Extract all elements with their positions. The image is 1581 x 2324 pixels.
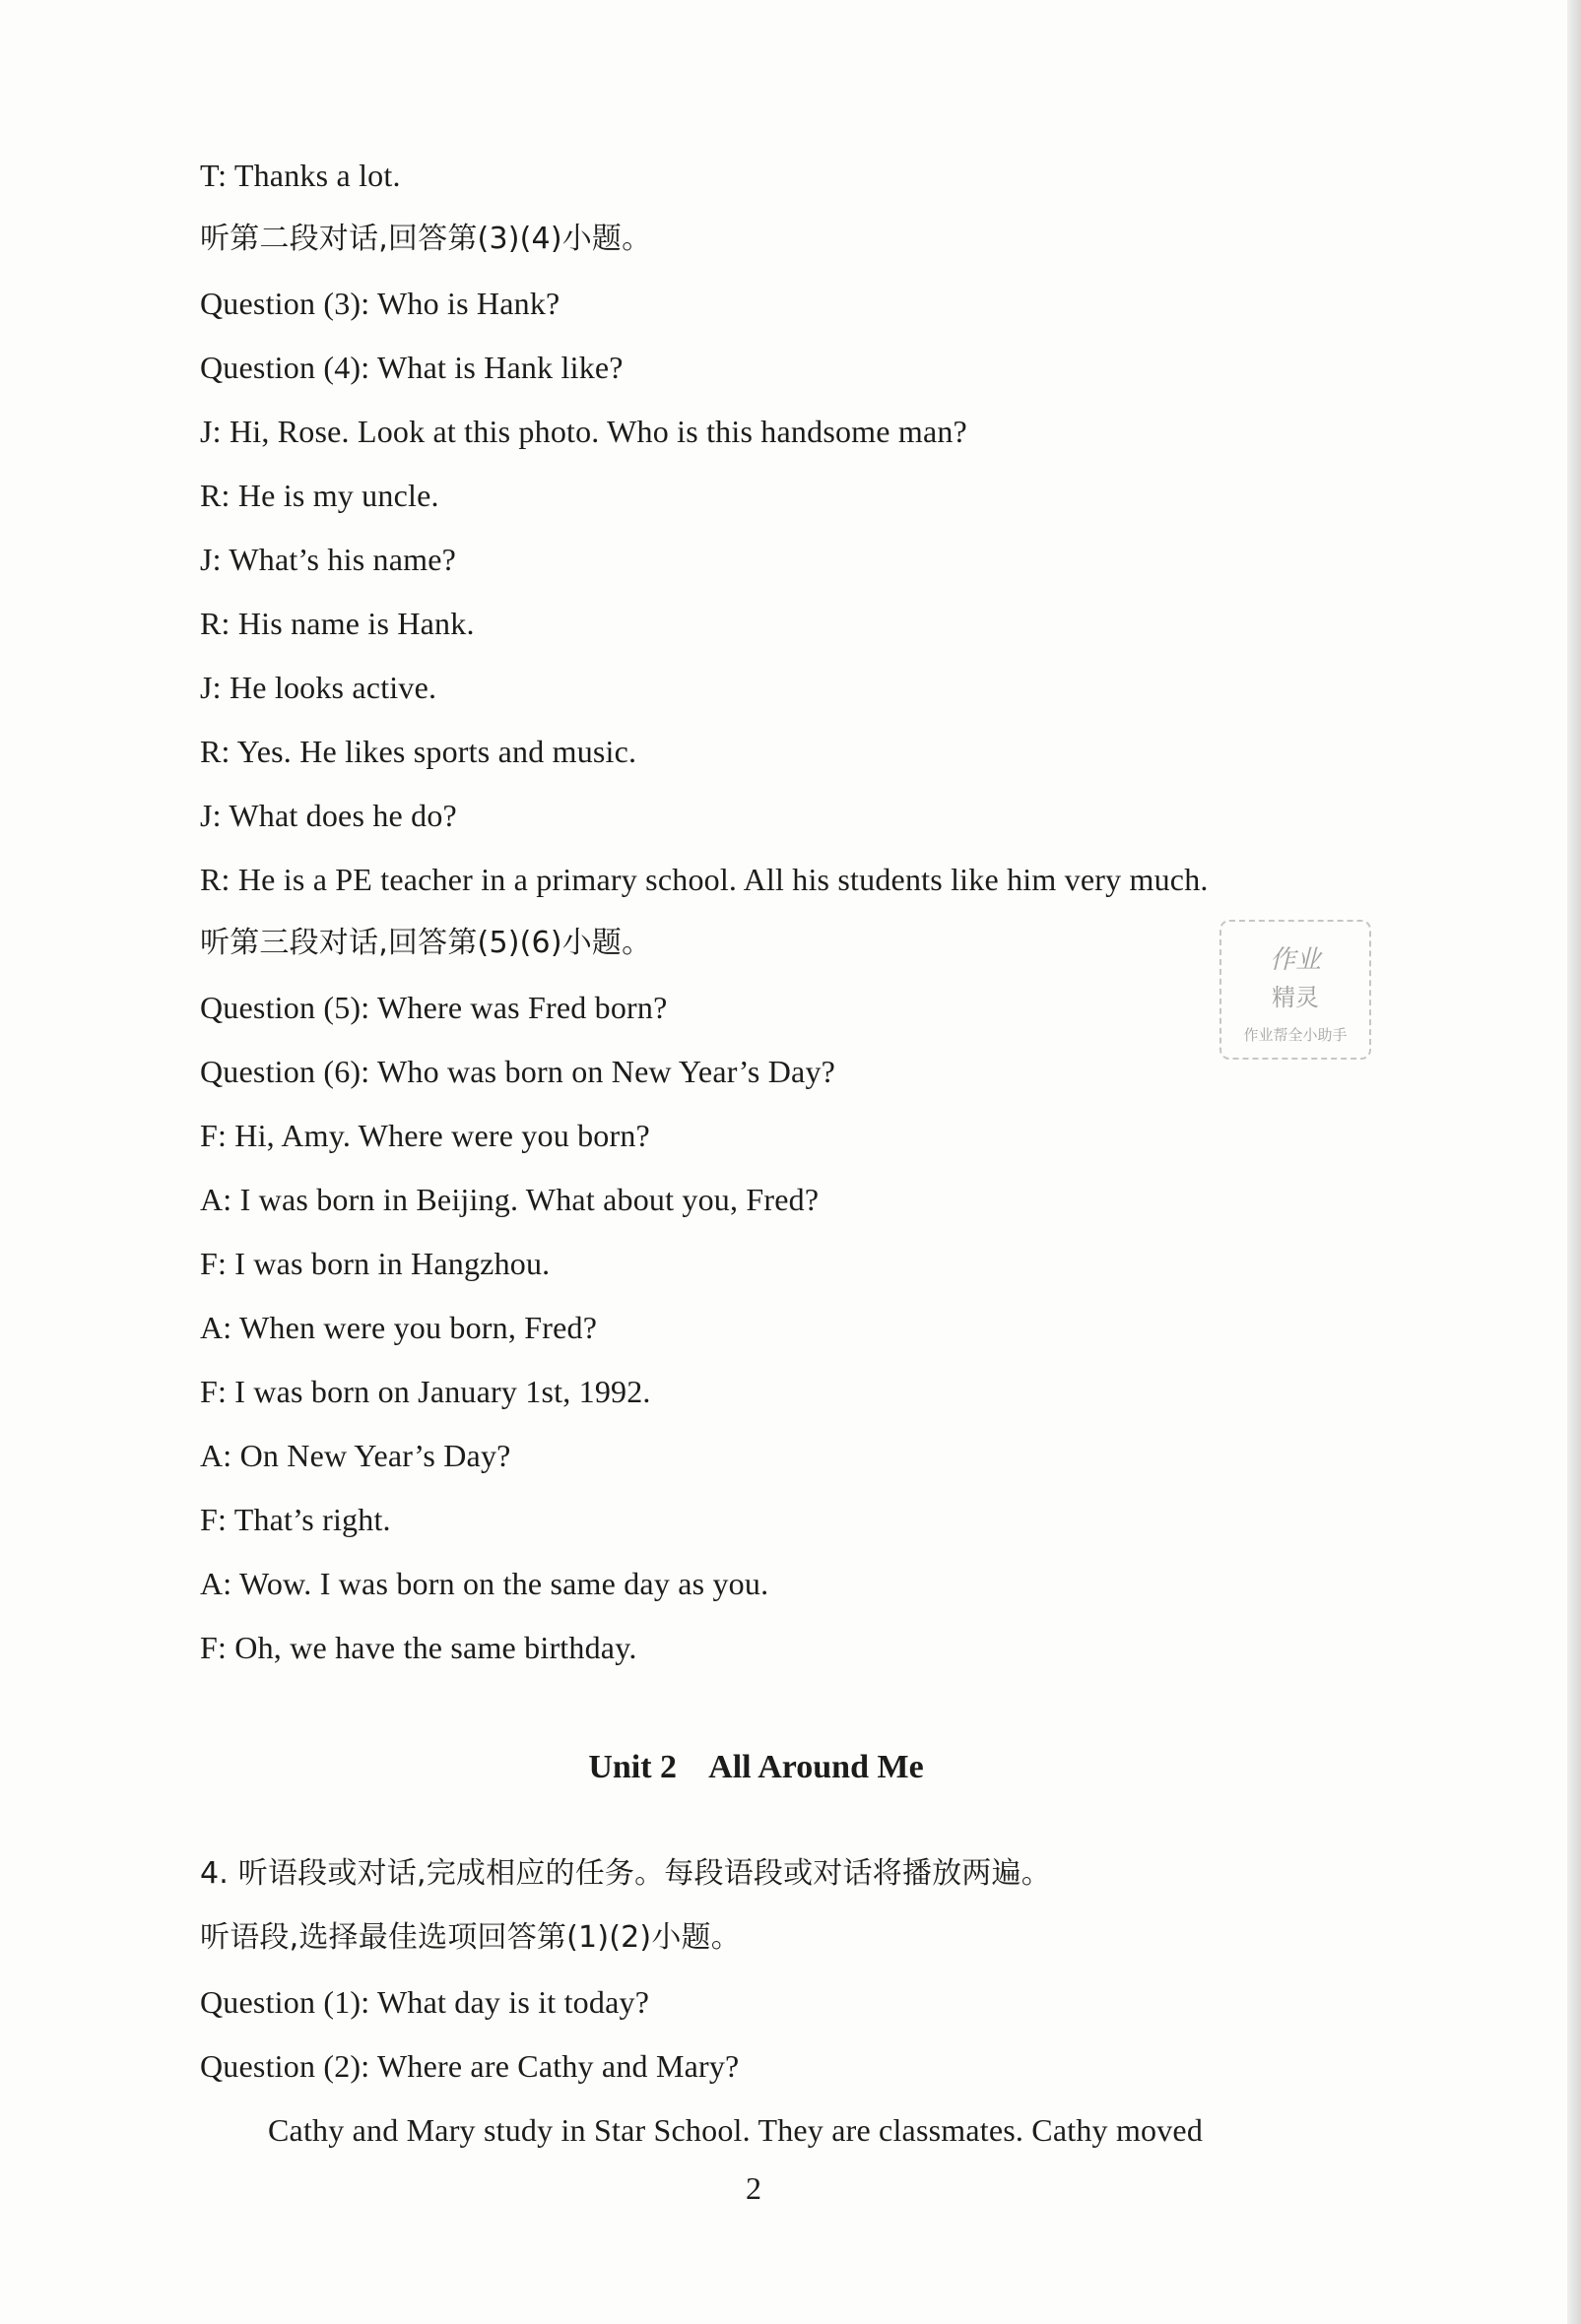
watermark-stamp: [1219, 920, 1371, 1060]
dialogue-line: J: He looks active.: [200, 670, 437, 705]
task-instruction: 4. 听语段或对话,完成相应的任务。每段语段或对话将播放两遍。: [200, 1856, 1051, 1891]
question-line: Question (4): What is Hank like?: [200, 350, 624, 385]
dialogue-line: R: His name is Hank.: [200, 606, 475, 641]
dialogue-line: R: He is a PE teacher in a primary school. All his students like him very much.: [200, 862, 1209, 897]
stamp-text: 作业帮全小助手: [1243, 1026, 1348, 1044]
dialogue-line: J: What does he do?: [200, 798, 457, 833]
dialogue-line: F: I was born in Hangzhou.: [200, 1246, 551, 1281]
instruction-line: 听第二段对话,回答第(3)(4)小题。: [200, 222, 652, 256]
question-line: Question (6): Who was born on New Year’s Day?: [200, 1054, 836, 1089]
dialogue-line: F: Oh, we have the same birthday.: [200, 1630, 637, 1665]
stamp-text: 精灵: [1272, 984, 1319, 1011]
dialogue-line: F: Hi, Amy. Where were you born?: [200, 1118, 650, 1153]
question-line: Question (3): Who is Hank?: [200, 286, 560, 321]
dialogue-line: R: He is my uncle.: [200, 478, 439, 513]
dialogue-line: T: Thanks a lot.: [200, 158, 401, 193]
paragraph-line: Cathy and Mary study in Star School. They are classmates. Cathy moved: [268, 2112, 1204, 2148]
dialogue-line: A: I was born in Beijing. What about you, Fred?: [200, 1182, 820, 1217]
dialogue-line: J: What’s his name?: [200, 542, 457, 577]
dialogue-line: A: Wow. I was born on the same day as you.: [200, 1566, 769, 1601]
stamp-text: 作业: [1269, 945, 1321, 975]
unit-title: Unit 2 All Around Me: [588, 1749, 924, 1785]
instruction-line: 听第三段对话,回答第(5)(6)小题。: [200, 926, 652, 960]
dialogue-line: J: Hi, Rose. Look at this photo. Who is this handsome man?: [200, 414, 967, 449]
question-line: Question (2): Where are Cathy and Mary?: [200, 2048, 740, 2084]
dialogue-line: A: On New Year’s Day?: [200, 1438, 511, 1473]
dialogue-line: F: I was born on January 1st, 1992.: [200, 1374, 651, 1409]
question-line: Question (5): Where was Fred born?: [200, 990, 668, 1025]
dialogue-line: A: When were you born, Fred?: [200, 1310, 598, 1345]
page-edge-shadow: [1567, 0, 1581, 2324]
dialogue-line: F: That’s right.: [200, 1502, 391, 1537]
page-number: 2: [746, 2170, 761, 2206]
instruction-line: 听语段,选择最佳选项回答第(1)(2)小题。: [200, 1920, 741, 1955]
dialogue-line: R: Yes. He likes sports and music.: [200, 734, 637, 769]
question-line: Question (1): What day is it today?: [200, 1984, 650, 2020]
